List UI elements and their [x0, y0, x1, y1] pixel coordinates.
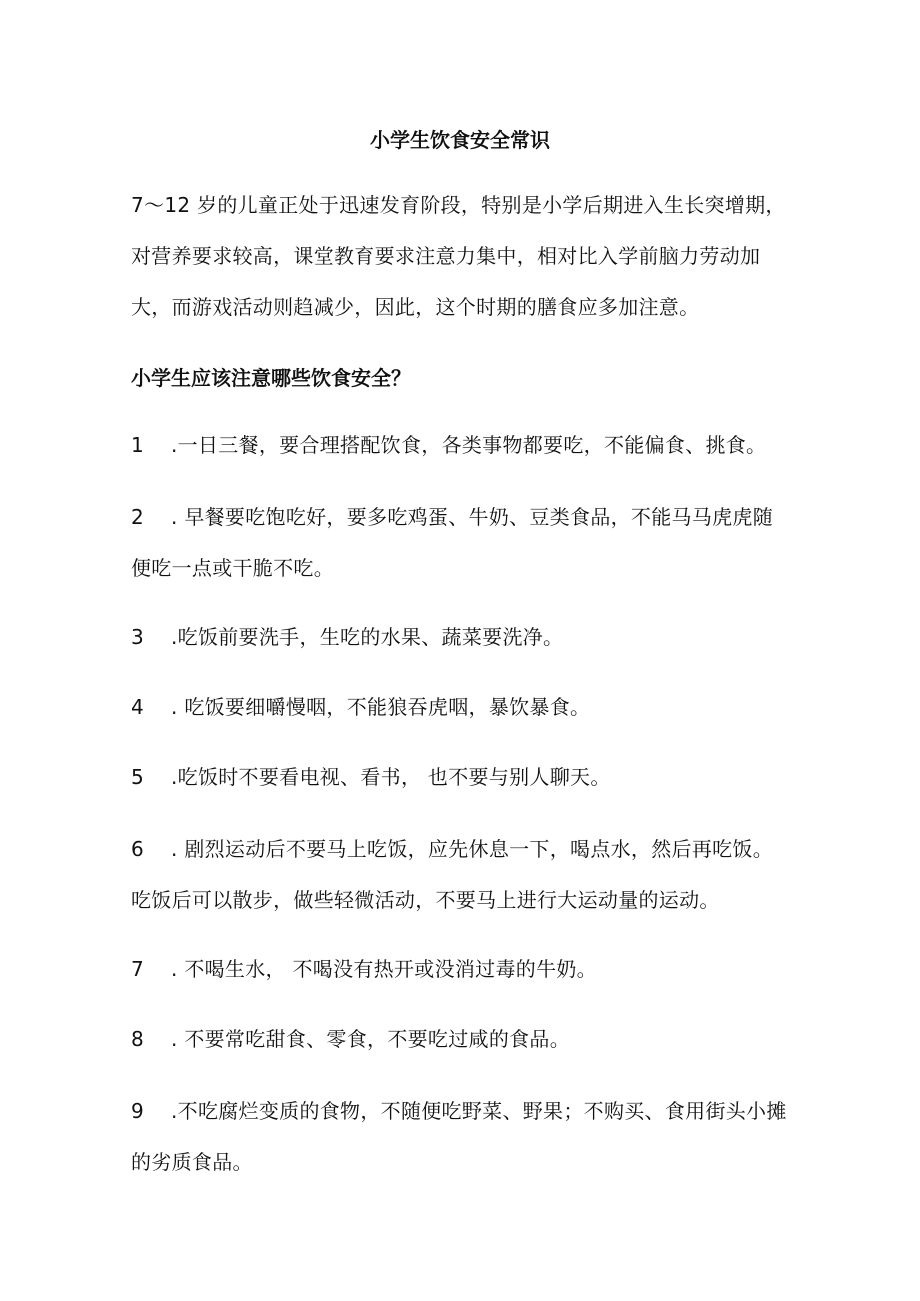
list-item-text: .吃饭时不要看电视、看书， 也不要与别人聊天。 — [171, 765, 611, 789]
list-item-text: . 早餐要吃饱吃好，要多吃鸡蛋、牛奶、豆类食品，不能马马虎虎随便吃一点或干脆不吃。 — [131, 505, 774, 580]
list-item-number: 5 — [131, 765, 145, 789]
list-item-text: . 不要常吃甜食、零食，不要吃过咸的食品。 — [171, 1027, 571, 1051]
list-item-number: 3 — [131, 625, 145, 649]
list-item-text: . 剧烈运动后不要马上吃饭，应先休息一下，喝点水，然后再吃饭。吃饭后可以散步，做些轻微活动，不要马上进行大运动量的运动。 — [131, 837, 774, 912]
document-title: 小学生饮食安全常识 — [370, 128, 550, 152]
list-item — [131, 824, 791, 926]
list-item — [131, 1086, 791, 1188]
intro-paragraph: 7～12 岁的儿童正处于迅速发育阶段，特别是小学后期进入生长突增期，对营养要求较高，课堂教育要求注意力集中，相对比入学前脑力劳动加大，而游戏活动则趋减少，因此，这个时期的膳食应多加注意。 — [131, 193, 786, 319]
list-item-number: 8 — [131, 1027, 145, 1051]
list-item-number: 9 — [131, 1099, 145, 1123]
list-item-number: 2 — [131, 505, 145, 529]
list-item — [131, 492, 791, 594]
list-item-text: .吃饭前要洗手，生吃的水果、蔬菜要洗净。 — [171, 625, 564, 649]
list-item — [131, 752, 791, 803]
list-item-number: 7 — [131, 957, 145, 981]
list-item-number: 6 — [131, 837, 145, 861]
list-item-number: 4 — [131, 695, 145, 719]
list-item — [131, 682, 791, 733]
list-item — [131, 612, 791, 663]
list-item — [131, 944, 791, 995]
list-item-text: . 吃饭要细嚼慢咽，不能狼吞虎咽，暴饮暴食。 — [171, 695, 591, 719]
section-heading: 小学生应该注意哪些饮食安全？ — [131, 366, 411, 390]
list-item-text: .一日三餐，要合理搭配饮食，各类事物都要吃，不能偏食、挑食。 — [171, 433, 767, 457]
list-item-text: . 不喝生水， 不喝没有热开或没消过毒的牛奶。 — [171, 957, 597, 981]
list-item — [131, 420, 791, 471]
list-item-number: 1 — [131, 433, 145, 457]
list-item-text: .不吃腐烂变质的食物，不随便吃野菜、野果；不购买、食用街头小摊的劣质食品。 — [131, 1099, 787, 1174]
list-item — [131, 1014, 791, 1065]
